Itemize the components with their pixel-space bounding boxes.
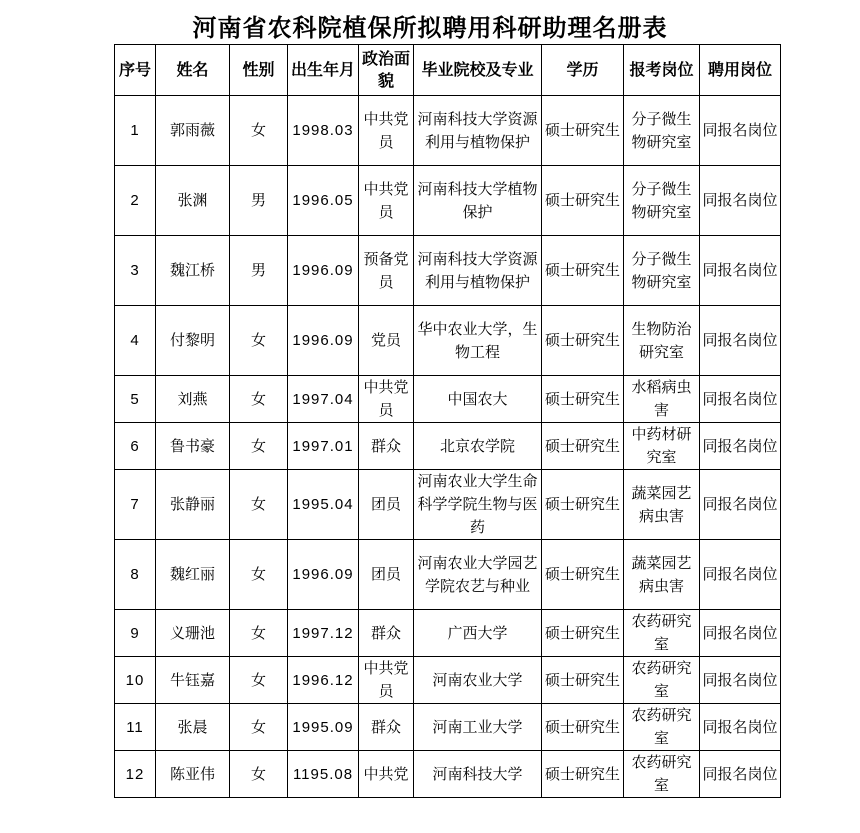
cell-hired-post: 同报名岗位 xyxy=(700,540,781,610)
header-row xyxy=(115,45,781,96)
cell-gender: 女 xyxy=(230,657,288,704)
cell-name: 陈亚伟 xyxy=(156,751,230,798)
cell-political: 群众 xyxy=(359,704,414,751)
cell-gender: 女 xyxy=(230,540,288,610)
cell-index: 2 xyxy=(115,166,156,236)
cell-political: 中共党员 xyxy=(359,96,414,166)
cell-applied-post: 生物防治研究室 xyxy=(624,306,700,376)
table-row xyxy=(115,166,781,236)
cell-index: 5 xyxy=(115,376,156,423)
cell-school: 河南工业大学 xyxy=(414,704,542,751)
cell-applied-post: 水稻病虫害 xyxy=(624,376,700,423)
header-cell-hired-post: 聘用岗位 xyxy=(700,45,781,96)
table-row xyxy=(115,306,781,376)
cell-birth: 1996.12 xyxy=(288,657,359,704)
cell-political: 团员 xyxy=(359,470,414,540)
cell-index: 6 xyxy=(115,423,156,470)
cell-school: 河南科技大学植物保护 xyxy=(414,166,542,236)
cell-applied-post: 蔬菜园艺病虫害 xyxy=(624,540,700,610)
cell-school: 河南科技大学资源利用与植物保护 xyxy=(414,96,542,166)
header-cell-index: 序号 xyxy=(115,45,156,96)
cell-applied-post: 分子微生物研究室 xyxy=(624,96,700,166)
cell-political: 群众 xyxy=(359,423,414,470)
cell-birth: 1996.09 xyxy=(288,540,359,610)
cell-political: 团员 xyxy=(359,540,414,610)
cell-name: 郭雨薇 xyxy=(156,96,230,166)
cell-applied-post: 分子微生物研究室 xyxy=(624,236,700,306)
cell-hired-post: 同报名岗位 xyxy=(700,470,781,540)
cell-degree: 硕士研究生 xyxy=(542,306,624,376)
cell-school: 河南农业大学园艺学院农艺与种业 xyxy=(414,540,542,610)
cell-gender: 女 xyxy=(230,704,288,751)
cell-hired-post: 同报名岗位 xyxy=(700,236,781,306)
table-row xyxy=(115,96,781,166)
cell-index: 11 xyxy=(115,704,156,751)
cell-name: 张渊 xyxy=(156,166,230,236)
table-row xyxy=(115,236,781,306)
cell-political: 党员 xyxy=(359,306,414,376)
cell-birth: 1996.09 xyxy=(288,306,359,376)
cell-gender: 男 xyxy=(230,166,288,236)
cell-political: 中共党员 xyxy=(359,657,414,704)
cell-name: 付黎明 xyxy=(156,306,230,376)
table-row xyxy=(115,540,781,610)
cell-degree: 硕士研究生 xyxy=(542,470,624,540)
cell-gender: 女 xyxy=(230,610,288,657)
cell-school: 河南科技大学资源利用与植物保护 xyxy=(414,236,542,306)
header-cell-school: 毕业院校及专业 xyxy=(414,45,542,96)
cell-name: 刘燕 xyxy=(156,376,230,423)
cell-applied-post: 中药材研究室 xyxy=(624,423,700,470)
cell-hired-post: 同报名岗位 xyxy=(700,96,781,166)
cell-degree: 硕士研究生 xyxy=(542,423,624,470)
cell-political: 群众 xyxy=(359,610,414,657)
cell-degree: 硕士研究生 xyxy=(542,96,624,166)
roster-table xyxy=(114,44,781,798)
cell-hired-post: 同报名岗位 xyxy=(700,751,781,798)
cell-school: 广西大学 xyxy=(414,610,542,657)
cell-name: 魏江桥 xyxy=(156,236,230,306)
cell-degree: 硕士研究生 xyxy=(542,657,624,704)
cell-school: 华中农业大学，生物工程 xyxy=(414,306,542,376)
cell-applied-post: 农药研究室 xyxy=(624,751,700,798)
cell-index: 3 xyxy=(115,236,156,306)
cell-name: 魏红丽 xyxy=(156,540,230,610)
header-cell-political: 政治面貌 xyxy=(359,45,414,96)
cell-birth: 1997.12 xyxy=(288,610,359,657)
cell-school: 河南农业大学生命科学学院生物与医药 xyxy=(414,470,542,540)
cell-name: 牛钰嘉 xyxy=(156,657,230,704)
cell-name: 义珊池 xyxy=(156,610,230,657)
cell-gender: 女 xyxy=(230,470,288,540)
cell-gender: 女 xyxy=(230,306,288,376)
cell-hired-post: 同报名岗位 xyxy=(700,704,781,751)
cell-birth: 1998.03 xyxy=(288,96,359,166)
cell-hired-post: 同报名岗位 xyxy=(700,376,781,423)
header-cell-gender: 性别 xyxy=(230,45,288,96)
cell-degree: 硕士研究生 xyxy=(542,166,624,236)
cell-name: 鲁书豪 xyxy=(156,423,230,470)
cell-birth: 1995.09 xyxy=(288,704,359,751)
cell-degree: 硕士研究生 xyxy=(542,376,624,423)
cell-applied-post: 农药研究室 xyxy=(624,704,700,751)
cell-gender: 男 xyxy=(230,236,288,306)
cell-degree: 硕士研究生 xyxy=(542,704,624,751)
cell-hired-post: 同报名岗位 xyxy=(700,306,781,376)
cell-gender: 女 xyxy=(230,96,288,166)
cell-gender: 女 xyxy=(230,423,288,470)
cell-degree: 硕士研究生 xyxy=(542,610,624,657)
cell-birth: 1995.04 xyxy=(288,470,359,540)
cell-birth: 1997.04 xyxy=(288,376,359,423)
cell-degree: 硕士研究生 xyxy=(542,236,624,306)
cell-index: 1 xyxy=(115,96,156,166)
cell-gender: 女 xyxy=(230,751,288,798)
cell-school: 河南科技大学 xyxy=(414,751,542,798)
cell-hired-post: 同报名岗位 xyxy=(700,166,781,236)
table-row xyxy=(115,470,781,540)
cell-index: 12 xyxy=(115,751,156,798)
cell-index: 7 xyxy=(115,470,156,540)
table-row xyxy=(115,657,781,704)
header-cell-applied-post: 报考岗位 xyxy=(624,45,700,96)
table-row xyxy=(115,751,781,798)
cell-name: 张晨 xyxy=(156,704,230,751)
table-row xyxy=(115,376,781,423)
cell-index: 10 xyxy=(115,657,156,704)
cell-gender: 女 xyxy=(230,376,288,423)
table-row xyxy=(115,704,781,751)
cell-birth: 1996.05 xyxy=(288,166,359,236)
table-row xyxy=(115,423,781,470)
cell-applied-post: 农药研究室 xyxy=(624,610,700,657)
cell-applied-post: 蔬菜园艺病虫害 xyxy=(624,470,700,540)
cell-degree: 硕士研究生 xyxy=(542,751,624,798)
cell-political: 预备党员 xyxy=(359,236,414,306)
cell-birth: 1997.01 xyxy=(288,423,359,470)
cell-applied-post: 农药研究室 xyxy=(624,657,700,704)
cell-hired-post: 同报名岗位 xyxy=(700,423,781,470)
cell-index: 8 xyxy=(115,540,156,610)
cell-index: 4 xyxy=(115,306,156,376)
header-cell-degree: 学历 xyxy=(542,45,624,96)
document-title: 河南省农科院植保所拟聘用科研助理名册表 xyxy=(192,13,668,42)
cell-hired-post: 同报名岗位 xyxy=(700,657,781,704)
cell-political: 中共党员 xyxy=(359,166,414,236)
cell-index: 9 xyxy=(115,610,156,657)
cell-birth: 1996.09 xyxy=(288,236,359,306)
table-row xyxy=(115,610,781,657)
header-cell-birth: 出生年月 xyxy=(288,45,359,96)
cell-political: 中共党 xyxy=(359,751,414,798)
cell-degree: 硕士研究生 xyxy=(542,540,624,610)
cell-name: 张静丽 xyxy=(156,470,230,540)
cell-applied-post: 分子微生物研究室 xyxy=(624,166,700,236)
cell-hired-post: 同报名岗位 xyxy=(700,610,781,657)
cell-birth: 1195.08 xyxy=(288,751,359,798)
header-cell-name: 姓名 xyxy=(156,45,230,96)
cell-political: 中共党员 xyxy=(359,376,414,423)
cell-school: 河南农业大学 xyxy=(414,657,542,704)
cell-school: 中国农大 xyxy=(414,376,542,423)
cell-school: 北京农学院 xyxy=(414,423,542,470)
